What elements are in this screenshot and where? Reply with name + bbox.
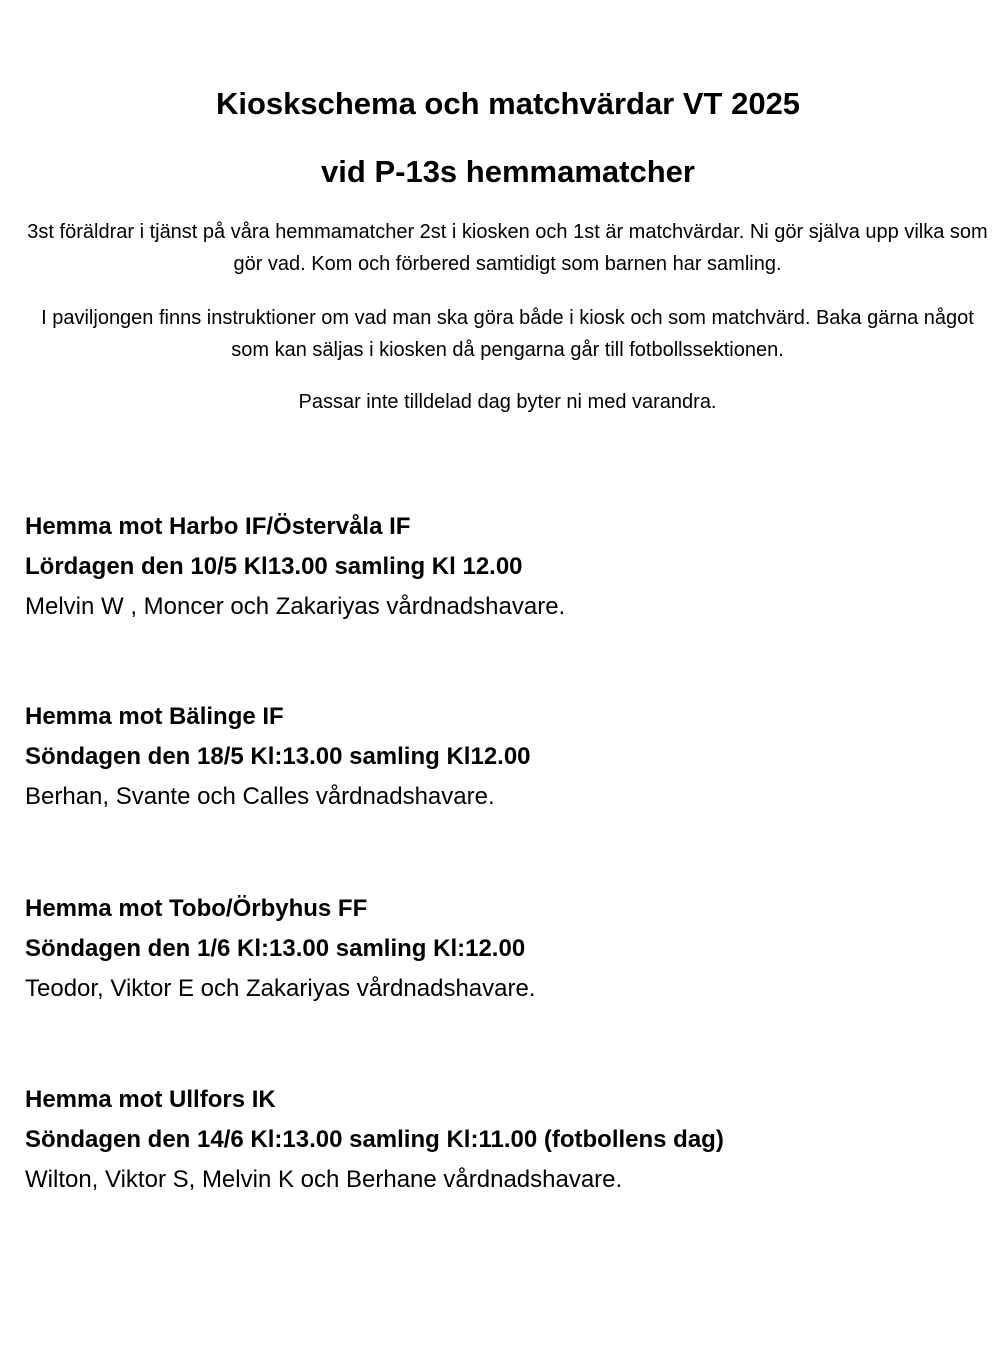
match-datetime: Söndagen den 1/6 Kl:13.00 samling Kl:12.00 (25, 935, 526, 962)
match-guardians: Teodor, Viktor E och Zakariyas vårdnadshavare. (25, 975, 536, 1002)
match-opponent: Hemma mot Harbo IF/Östervåla IF (25, 513, 411, 540)
match-datetime: Söndagen den 14/6 Kl:13.00 samling Kl:11.00 (fotbollens dag) (25, 1126, 724, 1153)
match-datetime: Lördagen den 10/5 Kl13.00 samling Kl 12.00 (25, 553, 523, 580)
match-guardians: Berhan, Svante och Calles vårdnadshavare. (25, 783, 495, 810)
match-guardians: Wilton, Viktor S, Melvin K och Berhane vårdnadshavare. (25, 1166, 623, 1193)
match-entry (25, 889, 985, 1009)
match-datetime: Söndagen den 18/5 Kl:13.00 samling Kl12.00 (25, 743, 531, 770)
intro-paragraph-staffing: 3st föräldrar i tjänst på våra hemmamatcher 2st i kiosken och 1st är matchvärdar. Ni gör själva upp vilka som gör vad. Kom och förbered samtidigt som barnen har samling. (27, 221, 988, 275)
match-opponent: Hemma mot Tobo/Örbyhus FF (25, 895, 368, 922)
page-title: Kioskschema och matchvärdar VT 2025 (215, 86, 801, 121)
intro-paragraph-pavilion: I paviljongen finns instruktioner om vad man ska göra både i kiosk och som matchvärd. Baka gärna något som kan säljas i kiosken då pengarna går till fotbollssektionen. (41, 307, 974, 361)
match-guardians: Melvin W , Moncer och Zakariyas vårdnadshavare. (25, 593, 566, 620)
match-opponent: Hemma mot Bälinge IF (25, 703, 284, 730)
match-entry (25, 1080, 985, 1200)
match-entry (25, 507, 985, 627)
page-subtitle: vid P-13s hemmamatcher (321, 154, 695, 189)
match-opponent: Hemma mot Ullfors IK (25, 1086, 276, 1113)
intro-paragraph-swap: Passar inte tilldelad dag byter ni med varandra. (298, 391, 717, 413)
match-entry (25, 697, 985, 817)
